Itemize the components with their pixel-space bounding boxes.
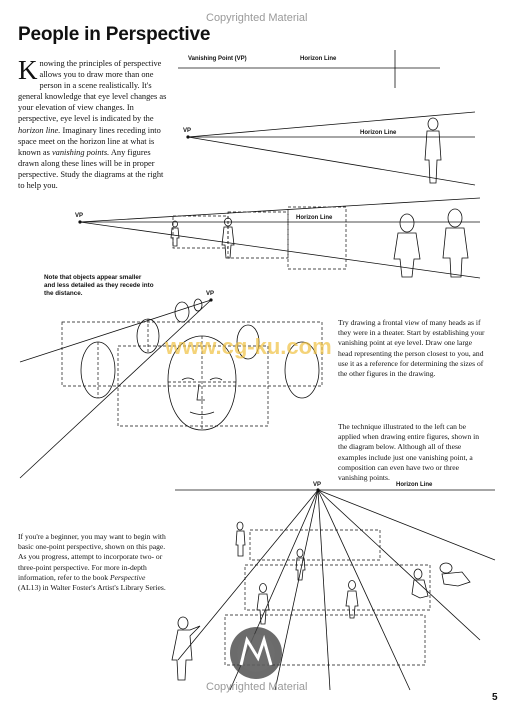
diagram-note: Note that objects appear smaller and less detailed as they recede into the distance. xyxy=(44,274,154,297)
entire-figures-paragraph: The technique illustrated to the left can be applied when drawing entire figures, shown in the diagram below. Although all of these examples include just one vanishing point, a composition can even have two or three vanishing points. xyxy=(338,422,480,483)
figure-near-left xyxy=(172,617,200,680)
diagram-receding-figures xyxy=(75,198,480,278)
figure-center xyxy=(257,584,269,625)
theater-heads-paragraph: Try drawing a frontal view of many heads as if they were in a theater. Start by establishing your vanishing point at eye level. Draw one large head representing the person closest to you, and use it as a reference for determining the sizes of the other figures in the drawing. xyxy=(338,318,485,379)
intro-seg-2: Imaginary lines receding into space meet on the horizon line at what is known as xyxy=(18,125,161,157)
receding-line-5 xyxy=(318,490,410,690)
diagram-theater-heads xyxy=(20,291,322,478)
receding-line-4 xyxy=(318,490,330,690)
diagram-horizon-basic xyxy=(178,50,440,88)
horizon-label: Horizon Line xyxy=(396,482,433,488)
intro-seg-1: horizon line. xyxy=(18,125,61,135)
guide-box-2 xyxy=(228,212,288,258)
receding-line-bottom xyxy=(20,300,211,478)
receding-line-top xyxy=(80,198,480,222)
vp-label: Vanishing Point (VP) xyxy=(188,56,247,62)
logo-watermark xyxy=(230,627,282,679)
guide-box-1 xyxy=(173,216,228,248)
receding-line-7 xyxy=(318,490,495,560)
diagram-single-figure xyxy=(183,112,475,185)
diagram-entire-figures xyxy=(172,482,495,690)
beginner-seg-1: Perspective xyxy=(109,572,146,582)
figure-mid xyxy=(296,549,305,580)
intro-seg-3: vanishing points. xyxy=(51,147,110,157)
drop-cap: K xyxy=(18,55,38,85)
standing-figure xyxy=(425,118,441,183)
receding-line-bottom xyxy=(80,222,480,278)
receding-line-3 xyxy=(275,490,318,690)
page-number: 5 xyxy=(492,692,498,703)
figure-small xyxy=(171,221,179,246)
figure-guide-box-1 xyxy=(250,530,380,560)
receding-line-bottom xyxy=(188,137,475,185)
receding-line-top xyxy=(188,112,475,137)
beginner-seg-2: (AL13) in Walter Foster's Artist's Library Series. xyxy=(18,583,166,593)
figure-guide-box-2 xyxy=(245,565,430,610)
figure-mid-left xyxy=(236,522,245,556)
horizon-label: Horizon Line xyxy=(300,56,337,62)
intro-seg-4: Any figures drawn along these lines will be in proper perspective. Study the diagrams at the right to help you. xyxy=(18,147,164,191)
head-oval-3 xyxy=(175,302,189,322)
copyright-watermark-top: Copyrighted Material xyxy=(206,12,308,24)
intro-seg-0: nowing the principles of perspective allows you to draw more than one person in a scene realistically. It's general knowledge that eye level changes as your elevation of view changes. In perspective, eye level is indicated by the xyxy=(18,59,167,124)
figure-crouching xyxy=(412,569,428,598)
horizon-label: Horizon Line xyxy=(296,215,333,221)
figure-largest xyxy=(443,209,468,277)
copyright-watermark-bottom: Copyrighted Material xyxy=(206,681,308,693)
beginner-seg-0: If you're a beginner, you may want to begin with basic one-point perspective, shown on this page. As you progress, attempt to incorporate two- or three-point perspective. For more in-depth information, refer to the book xyxy=(18,532,166,582)
figure-far-right xyxy=(440,563,470,586)
vp-label: VP xyxy=(183,128,192,134)
vp-label: VP xyxy=(313,482,322,488)
page-title: People in Perspective xyxy=(18,24,211,45)
vp-label: VP xyxy=(206,291,215,297)
horizon-label: Horizon Line xyxy=(360,130,397,136)
center-watermark: www.cg-ku.com xyxy=(165,334,332,359)
figure-right xyxy=(346,581,358,619)
vp-label: VP xyxy=(75,213,84,219)
